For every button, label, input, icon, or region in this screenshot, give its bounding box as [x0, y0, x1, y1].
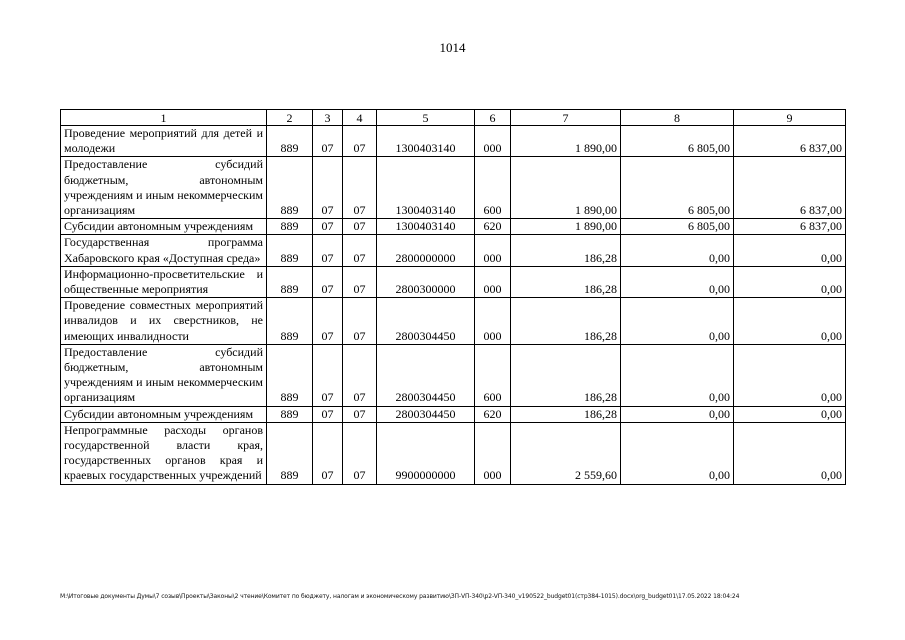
row-expense-type-cell: 600 — [475, 157, 511, 219]
row-code-cell: 889 — [267, 344, 313, 406]
row-subsection-cell: 07 — [343, 157, 377, 219]
row-target-article-cell: 2800304450 — [377, 344, 475, 406]
page-number: 1014 — [439, 40, 466, 55]
row-subsection-cell: 07 — [343, 422, 377, 484]
row-code-cell: 889 — [267, 266, 313, 297]
row-target-article-cell: 2800304450 — [377, 298, 475, 345]
row-amount-cell: 6 805,00 — [621, 126, 734, 157]
row-amount-cell: 0,00 — [621, 422, 734, 484]
budget-table — [60, 109, 846, 485]
row-amount-cell: 0,00 — [621, 235, 734, 266]
row-section-cell: 07 — [313, 219, 343, 235]
row-code-cell: 889 — [267, 406, 313, 422]
header-cell: 9 — [734, 110, 846, 126]
row-code-cell: 889 — [267, 422, 313, 484]
row-target-article-cell: 1300403140 — [377, 126, 475, 157]
table-row — [61, 422, 846, 484]
row-amount-cell: 6 837,00 — [734, 126, 846, 157]
row-subsection-cell: 07 — [343, 344, 377, 406]
row-section-cell: 07 — [313, 298, 343, 345]
table-row — [61, 157, 846, 219]
row-expense-type-cell: 000 — [475, 422, 511, 484]
header-cell: 7 — [511, 110, 621, 126]
row-amount-cell: 2 559,60 — [511, 422, 621, 484]
header-cell: 6 — [475, 110, 511, 126]
table-row — [61, 266, 846, 297]
row-section-cell: 07 — [313, 235, 343, 266]
row-amount-cell: 0,00 — [621, 406, 734, 422]
table-row — [61, 219, 846, 235]
row-expense-type-cell: 000 — [475, 235, 511, 266]
row-amount-cell: 0,00 — [734, 298, 846, 345]
row-amount-cell: 6 837,00 — [734, 157, 846, 219]
header-cell: 5 — [377, 110, 475, 126]
row-name-cell: Информационно-просветительские и общественные мероприятия — [61, 266, 267, 297]
row-target-article-cell: 2800304450 — [377, 406, 475, 422]
row-subsection-cell: 07 — [343, 235, 377, 266]
row-subsection-cell: 07 — [343, 126, 377, 157]
row-amount-cell: 6 805,00 — [621, 157, 734, 219]
row-code-cell: 889 — [267, 298, 313, 345]
footer-file-path: M:\Итоговые документы Думы\7 созыв\Проекты\Законы\2 чтение\Комитет по бюджету, налогам и экономическому развитию\ЗП-VП-340\p2-VП-340_v190522_budget01(стр384-1015).docx\org_budget01\17.05.2022 18:04:24 — [60, 593, 740, 600]
row-name-cell: Субсидии автономным учреждениям — [61, 406, 267, 422]
row-amount-cell: 186,28 — [511, 298, 621, 345]
row-amount-cell: 6 837,00 — [734, 219, 846, 235]
row-name-cell: Проведение совместных мероприятий инвалидов и их сверстников, не имеющих инвалидности — [61, 298, 267, 345]
table-row — [61, 406, 846, 422]
row-expense-type-cell: 000 — [475, 126, 511, 157]
row-amount-cell: 0,00 — [734, 344, 846, 406]
row-expense-type-cell: 620 — [475, 406, 511, 422]
row-code-cell: 889 — [267, 235, 313, 266]
row-subsection-cell: 07 — [343, 219, 377, 235]
row-section-cell: 07 — [313, 126, 343, 157]
row-amount-cell: 0,00 — [734, 266, 846, 297]
row-subsection-cell: 07 — [343, 406, 377, 422]
row-amount-cell: 6 805,00 — [621, 219, 734, 235]
header-cell: 2 — [267, 110, 313, 126]
header-cell: 8 — [621, 110, 734, 126]
row-section-cell: 07 — [313, 266, 343, 297]
row-expense-type-cell: 620 — [475, 219, 511, 235]
row-amount-cell: 0,00 — [621, 298, 734, 345]
row-amount-cell: 1 890,00 — [511, 219, 621, 235]
row-name-cell: Предоставление субсидий бюджетным, автономным учреждениям и иным некоммерческим организациям — [61, 344, 267, 406]
row-amount-cell: 186,28 — [511, 235, 621, 266]
row-amount-cell: 0,00 — [621, 266, 734, 297]
header-cell: 3 — [313, 110, 343, 126]
row-target-article-cell: 1300403140 — [377, 157, 475, 219]
table-row — [61, 235, 846, 266]
row-amount-cell: 0,00 — [734, 235, 846, 266]
header-cell: 4 — [343, 110, 377, 126]
row-target-article-cell: 2800300000 — [377, 266, 475, 297]
row-name-cell: Государственная программа Хабаровского края «Доступная среда» — [61, 235, 267, 266]
row-subsection-cell: 07 — [343, 298, 377, 345]
row-name-cell: Непрограммные расходы органов государственной власти края, государственных органов края и краевых государственных учреждений — [61, 422, 267, 484]
header-cell: 1 — [61, 110, 267, 126]
row-section-cell: 07 — [313, 157, 343, 219]
row-expense-type-cell: 000 — [475, 298, 511, 345]
row-amount-cell: 0,00 — [734, 422, 846, 484]
row-amount-cell: 1 890,00 — [511, 157, 621, 219]
row-name-cell: Предоставление субсидий бюджетным, автономным учреждениям и иным некоммерческим организациям — [61, 157, 267, 219]
row-expense-type-cell: 000 — [475, 266, 511, 297]
row-expense-type-cell: 600 — [475, 344, 511, 406]
row-code-cell: 889 — [267, 126, 313, 157]
row-code-cell: 889 — [267, 219, 313, 235]
row-section-cell: 07 — [313, 422, 343, 484]
row-amount-cell: 186,28 — [511, 406, 621, 422]
row-amount-cell: 1 890,00 — [511, 126, 621, 157]
table-row — [61, 298, 846, 345]
row-name-cell: Проведение мероприятий для детей и молодежи — [61, 126, 267, 157]
row-section-cell: 07 — [313, 344, 343, 406]
table-header-row — [61, 110, 846, 126]
row-code-cell: 889 — [267, 157, 313, 219]
row-target-article-cell: 9900000000 — [377, 422, 475, 484]
row-subsection-cell: 07 — [343, 266, 377, 297]
table-row — [61, 126, 846, 157]
row-section-cell: 07 — [313, 406, 343, 422]
row-amount-cell: 186,28 — [511, 266, 621, 297]
row-amount-cell: 0,00 — [734, 406, 846, 422]
row-name-cell: Субсидии автономным учреждениям — [61, 219, 267, 235]
row-target-article-cell: 1300403140 — [377, 219, 475, 235]
row-amount-cell: 186,28 — [511, 344, 621, 406]
row-target-article-cell: 2800000000 — [377, 235, 475, 266]
table-row — [61, 344, 846, 406]
row-amount-cell: 0,00 — [621, 344, 734, 406]
